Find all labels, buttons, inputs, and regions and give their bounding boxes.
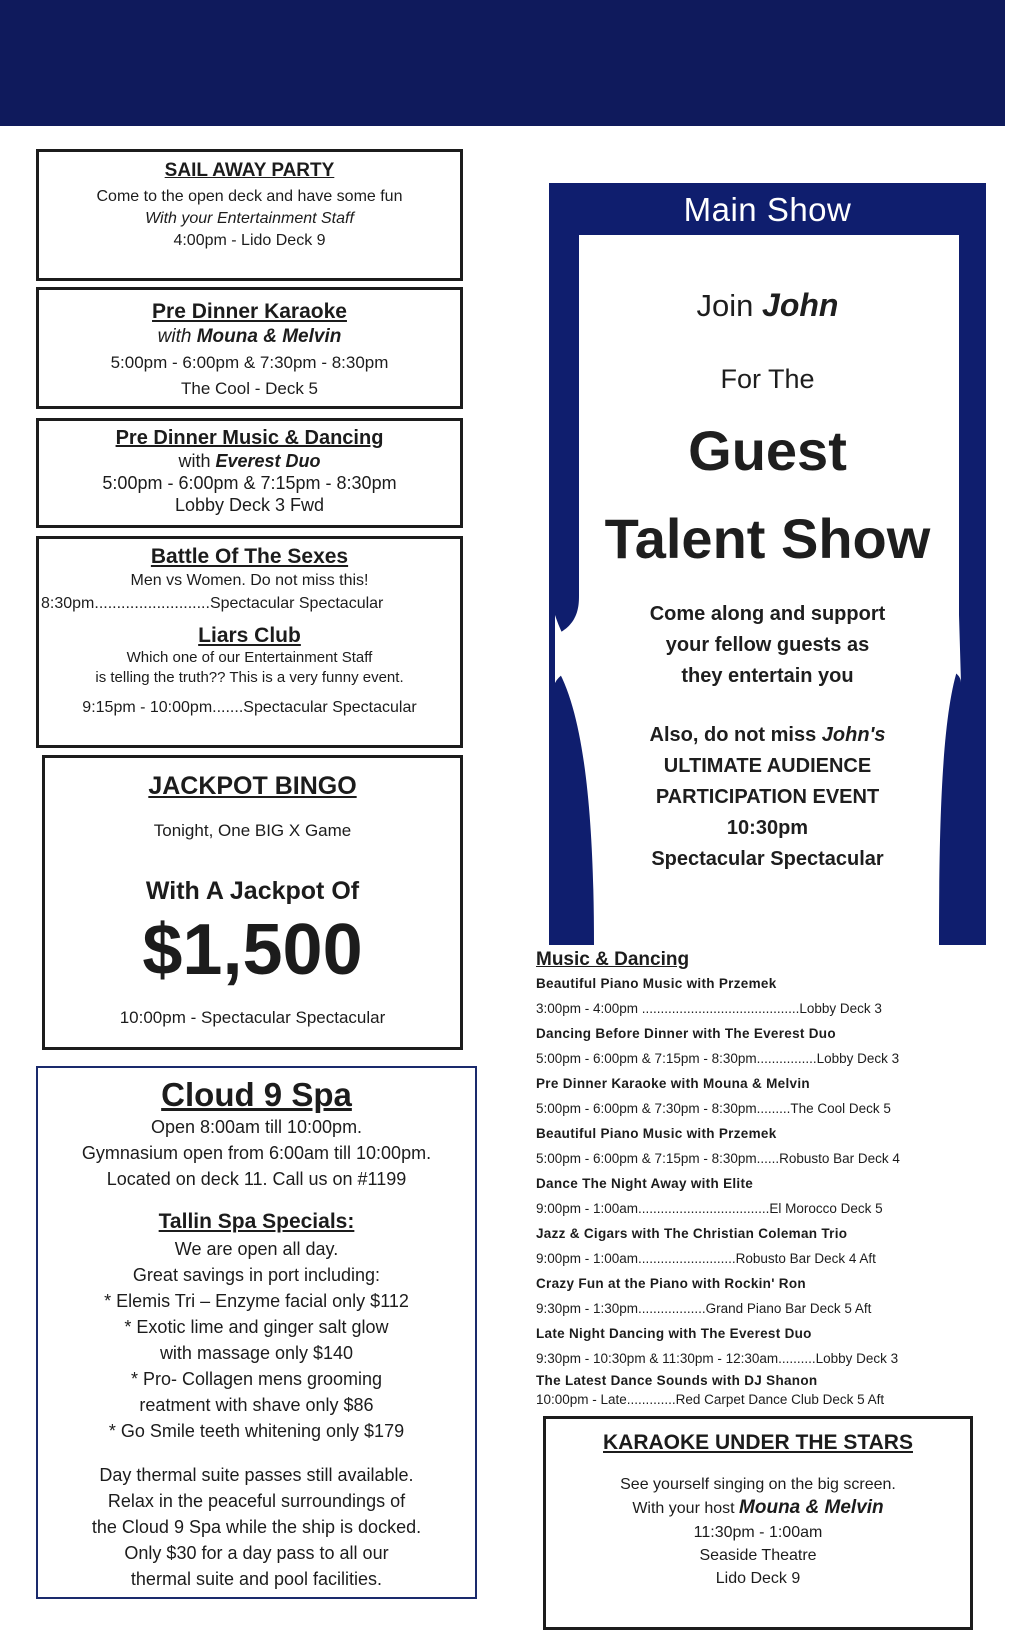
karaoke-times: 5:00pm - 6:00pm & 7:30pm - 8:30pm [110,353,389,372]
main-show-panel [549,183,986,945]
bingo-amount: $1,500 [142,910,363,990]
list-item-act: Dance The Night Away with Elite [536,1176,754,1191]
list-item-act: Dancing Before Dinner with The Everest Duo [536,1026,836,1041]
sail-away-line2: With your Entertainment Staff [145,210,354,227]
spa-special-line: Great savings in port including: [132,1265,381,1285]
main-show-for: For The [720,364,815,394]
list-item-act: Crazy Fun at the Piano with Rockin' Ron [536,1276,806,1291]
main-show-also [549,720,986,875]
header-banner [0,0,1005,126]
main-show-guest: Guest [688,419,847,482]
stars-host: Mouna & Melvin [739,1497,884,1518]
liars-time: 9:15pm - 10:00pm.......Spectacular Spectacular [82,699,417,716]
spa-special-line: * Pro- Collagen mens grooming [130,1369,383,1389]
join-word: Join [696,288,763,323]
spa-title: Cloud 9 Spa [161,1076,352,1113]
liars-title: Liars Club [198,624,301,647]
spa-gym: Gymnasium open from 6:00am till 10:00pm. [81,1143,432,1163]
stars-venue2: Lido Deck 9 [715,1570,801,1587]
spa-special-line: * Go Smile teeth whitening only $179 [108,1421,405,1441]
list-item-time: 5:00pm - 6:00pm & 7:15pm - 8:30pm......Robusto Bar Deck 4 [536,1151,900,1166]
spa-thermal-line: thermal suite and pool facilities. [130,1569,383,1589]
list-item-act: Beautiful Piano Music with Przemek [536,976,777,991]
karaoke-host: Mouna & Melvin [196,326,342,347]
bingo-sub: Tonight, One BIG X Game [153,821,352,840]
spa-thermal-line: the Cloud 9 Spa while the ship is docked. [91,1517,422,1537]
karaoke-with-word: with [157,326,197,347]
spa-thermal-line: Day thermal suite passes still available. [99,1465,414,1485]
list-item-act: The Latest Dance Sounds with DJ Shanon [536,1373,818,1388]
stars-host-prefix: With your host [632,1500,740,1517]
also-line: Spectacular Spectacular [651,848,884,870]
battle-desc: Men vs Women. Do not miss this! [130,572,369,589]
list-item-act: Beautiful Piano Music with Przemek [536,1126,777,1141]
karaoke-box [36,287,463,409]
list-item-time: 5:00pm - 6:00pm & 7:30pm - 8:30pm.........The Cool Deck 5 [536,1101,891,1116]
also-line: ULTIMATE AUDIENCE [663,755,872,777]
karaoke-stars-box [543,1416,973,1630]
list-item-time: 10:00pm - Late.............Red Carpet Dance Club Deck 5 Aft [536,1392,885,1407]
spa-special-line: We are open all day. [174,1239,339,1259]
come-line: they entertain you [681,665,854,687]
spa-box [36,1066,477,1599]
spa-open: Open 8:00am till 10:00pm. [150,1117,363,1137]
bingo-box [42,755,463,1050]
list-item-time: 9:30pm - 10:30pm & 11:30pm - 12:30am..........Lobby Deck 3 [536,1351,899,1366]
battle-title: Battle Of The Sexes [150,545,349,568]
main-show-content [549,235,986,875]
battle-box [36,536,463,748]
stars-time: 11:30pm - 1:00am [693,1524,823,1541]
main-show-talent: Talent Show [604,507,931,570]
music-dancing-venue: Lobby Deck 3 Fwd [174,495,325,515]
music-dancing-list [536,949,970,1409]
list-item-time: 9:00pm - 1:00am..........................Robusto Bar Deck 4 Aft [536,1251,876,1266]
spa-special-line: * Exotic lime and ginger salt glow [124,1317,389,1337]
list-item-act: Late Night Dancing with The Everest Duo [536,1326,812,1341]
spa-thermal-line: Relax in the peaceful surroundings of [107,1491,406,1511]
music-with-word: with [178,451,216,471]
battle-time: 8:30pm..........................Spectacular Spectacular [41,595,384,612]
sail-away-line1: Come to the open deck and have some fun [96,188,403,205]
spa-location: Located on deck 11. Call us on #1199 [106,1169,407,1189]
spa-specials-title: Tallin Spa Specials: [158,1210,355,1233]
bingo-with: With A Jackpot Of [145,877,360,905]
also-line: PARTICIPATION EVENT [655,786,880,808]
main-show-header: Main Show [683,191,852,228]
music-dancing-box [36,418,463,528]
music-dancing-host: Everest Duo [215,451,321,471]
main-show-join [549,287,986,324]
music-dancing-times: 5:00pm - 6:00pm & 7:15pm - 8:30pm [102,473,397,493]
karaoke-with [39,324,460,350]
liars-desc-b: is telling the truth?? This is a very funny event. [95,669,404,686]
music-list-title: Music & Dancing [536,949,690,970]
spa-thermal-line: Only $30 for a day pass to all our [124,1543,389,1563]
sail-away-line3: 4:00pm - Lido Deck 9 [173,232,326,249]
stars-host-line [546,1496,970,1521]
music-dancing-with [39,450,460,472]
join-name: John [762,287,839,323]
karaoke-title: Pre Dinner Karaoke [152,300,347,323]
stars-line1: See yourself singing on the big screen. [620,1476,896,1493]
list-item-time: 9:30pm - 1:30pm..................Grand Piano Bar Deck 5 Aft [536,1301,872,1316]
sail-away-box [36,149,463,281]
spa-special-line: reatment with shave only $86 [139,1395,374,1415]
list-item-time: 9:00pm - 1:00am...................................El Morocco Deck 5 [536,1201,883,1216]
come-line: your fellow guests as [665,634,870,656]
list-item-time: 3:00pm - 4:00pm ..........................................Lobby Deck 3 [536,1001,882,1016]
main-show-come [549,599,986,692]
spa-special-line: * Elemis Tri – Enzyme facial only $112 [104,1291,409,1311]
bingo-time: 10:00pm - Spectacular Spectacular [119,1008,386,1027]
stars-title: KARAOKE UNDER THE STARS [603,1431,913,1454]
also-line: 10:30pm [726,817,809,839]
sail-away-title: SAIL AWAY PARTY [164,160,335,181]
also-name: John's [821,724,886,746]
liars-desc-a: Which one of our Entertainment Staff [126,649,373,666]
list-item-act: Pre Dinner Karaoke with Mouna & Melvin [536,1076,810,1091]
bingo-title: JACKPOT BINGO [148,772,357,800]
list-item-time: 5:00pm - 6:00pm & 7:15pm - 8:30pm................Lobby Deck 3 [536,1051,900,1066]
come-line: Come along and support [649,603,886,625]
also-prefix: Also, do not miss [649,724,822,746]
also-line [549,720,986,751]
list-item-act: Jazz & Cigars with The Christian Coleman Trio [536,1226,848,1241]
stars-venue1: Seaside Theatre [699,1547,817,1564]
spa-special-line: with massage only $140 [159,1343,354,1363]
page-edge [1005,0,1015,1644]
music-dancing-title: Pre Dinner Music & Dancing [115,427,384,449]
karaoke-venue: The Cool - Deck 5 [181,379,318,398]
